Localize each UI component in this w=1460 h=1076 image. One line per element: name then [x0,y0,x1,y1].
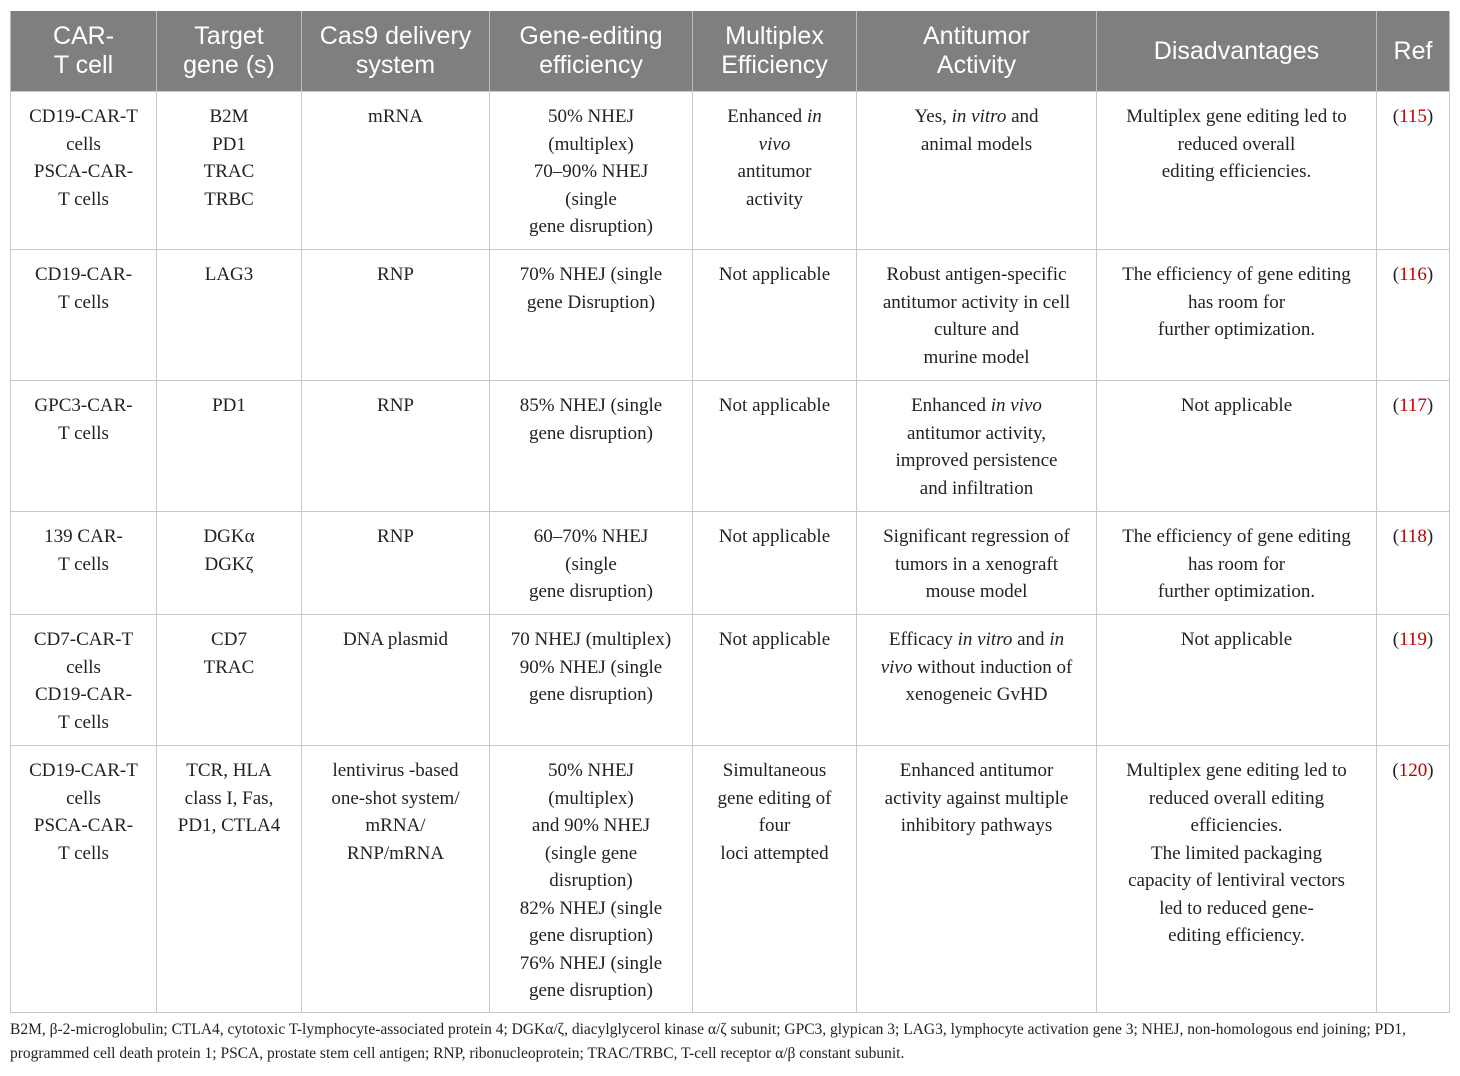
text-segment: inhibitory pathways [900,815,1053,836]
antitumor-activity-line [862,757,1091,785]
table-body [11,92,1450,1013]
column-header-line: system [355,51,436,79]
ref-cell [1377,92,1450,250]
disadvantages-line: Not applicable [1180,629,1293,650]
target-gene-line: DGKα [203,526,255,547]
reference-link[interactable]: 117 [1399,395,1427,416]
target-gene-line: LAG3 [204,264,254,285]
multiplex-efficiency-line [698,131,851,159]
ref-cell [1377,381,1450,512]
column-header-multiplex-efficiency [693,11,857,92]
column-header-disadvantages [1097,11,1377,92]
gene-editing-efficiency-line: gene disruption) [528,684,653,705]
disadvantages-line: Not applicable [1180,395,1293,416]
ref-cell [1377,250,1450,381]
table-row [11,615,1450,746]
car-t-cell-line: T cells [58,422,109,444]
column-header-line: Activity [936,51,1017,79]
target-gene-line: TRAC [203,161,255,182]
text-segment: Robust antigen-specific [886,264,1067,285]
gene-editing-efficiency-line: (multiplex) [548,787,634,809]
antitumor-activity-line [862,447,1091,475]
disadvantages-line: editing efficiencies. [1161,161,1312,182]
italic-term: in vitro [957,629,1013,650]
multiplex-efficiency-line [698,158,851,186]
gene-editing-efficiency-line: 50% NHEJ [547,760,635,781]
antitumor-activity-line [862,344,1091,372]
multiplex-efficiency-line [698,626,851,654]
disadvantages-line: reduced overall [1177,133,1296,155]
disadvantages-line: led to reduced gene- [1159,897,1314,919]
text-segment: Not applicable [718,264,831,285]
delivery-system-cell [302,746,490,1013]
car-t-cell-cell [11,250,157,381]
column-header-line: T cell [53,51,114,79]
antitumor-activity-line [862,103,1091,131]
disadvantages-line: The efficiency of gene editing [1122,526,1351,547]
multiplex-efficiency-line [698,757,851,785]
disadvantages-cell [1097,615,1377,746]
car-t-cell-line: T cells [58,291,109,313]
disadvantages-line: has room for [1187,553,1286,575]
disadvantages-line: capacity of lentiviral vectors [1128,870,1345,891]
antitumor-activity-line [862,812,1091,840]
text-segment: Efficacy [888,629,958,650]
disadvantages-line: reduced overall editing [1148,787,1325,809]
text-segment: without induction of [912,656,1073,678]
target-gene-cell [157,92,302,250]
text-segment: Not applicable [718,395,831,416]
multiplex-efficiency-line [698,186,851,214]
disadvantages-line: further optimization. [1157,581,1316,602]
text-segment: Enhanced [911,395,991,416]
target-gene-cell [157,512,302,615]
target-gene-cell [157,250,302,381]
ref-cell [1377,615,1450,746]
car-t-cell-line: CD19-CAR-T [29,760,138,781]
text-segment: loci attempted [720,842,829,864]
delivery-system-cell [302,250,490,381]
antitumor-activity-line [862,785,1091,813]
disadvantages-line: further optimization. [1157,319,1316,340]
column-header-antitumor-activity [857,11,1097,92]
multiplex-efficiency-line [698,812,851,840]
antitumor-activity-cell [857,250,1097,381]
car-t-cell-line: T cells [58,553,109,575]
ref-close-paren: ) [1427,760,1434,781]
car-t-cell-line: CD7-CAR-T [33,629,134,650]
italic-term: in vitro [951,106,1007,127]
car-t-cell-cell [11,92,157,250]
text-segment: xenogeneic GvHD [905,684,1048,705]
italic-term: in vivo [990,395,1042,416]
gene-editing-efficiency-cell [490,381,693,512]
car-t-cell-line: PSCA-CAR- [33,161,134,182]
multiplex-efficiency-cell [693,746,857,1013]
table-row [11,381,1450,512]
ref-open-paren: ( [1392,526,1400,547]
target-gene-line: class I, Fas, [184,787,274,809]
disadvantages-cell [1097,92,1377,250]
gene-editing-efficiency-cell [490,92,693,250]
ref-open-paren: ( [1392,264,1400,285]
car-t-cell-line: GPC3-CAR- [34,395,133,416]
car-t-cell-line: cells [66,656,101,678]
delivery-system-cell [302,615,490,746]
antitumor-activity-cell [857,92,1097,250]
delivery-system-line: RNP [377,395,414,416]
column-header-gene-editing-efficiency [490,11,693,92]
car-t-cell-cell [11,746,157,1013]
text-segment: antitumor activity in cell [882,291,1071,313]
car-t-cell-line: CD19-CAR-T [29,106,138,127]
column-header-line: Target [194,22,264,50]
delivery-system-line: lentivirus -based [332,760,459,781]
ref-close-paren: ) [1426,264,1434,285]
antitumor-activity-cell [857,615,1097,746]
target-gene-cell [157,615,302,746]
table-row [11,746,1450,1013]
disadvantages-cell [1097,746,1377,1013]
antitumor-activity-line [862,316,1091,344]
target-gene-line: TRBC [204,188,254,210]
gene-editing-efficiency-line: gene Disruption) [526,291,656,313]
delivery-system-line: RNP [377,526,414,547]
disadvantages-line: Multiplex gene editing led to [1126,760,1347,781]
column-header-car-t-cell [11,11,157,92]
reference-link[interactable]: 116 [1399,264,1427,285]
gene-editing-efficiency-line: gene disruption) [528,581,653,602]
antitumor-activity-line [862,551,1091,579]
gene-editing-efficiency-line: 50% NHEJ [547,106,635,127]
target-gene-cell [157,746,302,1013]
antitumor-activity-line [862,523,1091,551]
target-gene-line: PD1, CTLA4 [177,815,281,836]
gene-editing-efficiency-line: 60–70% NHEJ [533,526,649,547]
italic-term: vivo [758,133,791,155]
gene-editing-efficiency-cell [490,250,693,381]
disadvantages-line: editing efficiency. [1168,925,1305,946]
target-gene-line: TRAC [203,656,255,678]
disadvantages-cell [1097,512,1377,615]
antitumor-activity-line [862,578,1091,606]
multiplex-efficiency-cell [693,615,857,746]
multiplex-efficiency-line [698,785,851,813]
column-header-target-gene [157,11,302,92]
car-t-cell-line: T cells [58,842,109,864]
text-segment: Significant regression of [883,526,1070,547]
delivery-system-cell [302,92,490,250]
gene-editing-efficiency-line: 90% NHEJ (single [519,656,663,678]
antitumor-activity-line [862,420,1091,448]
antitumor-activity-line [862,681,1091,709]
text-segment: tumors in a xenograft [894,553,1059,575]
column-header-line: Gene-editing [519,22,663,50]
gene-editing-efficiency-line: (single [565,188,617,210]
ref-open-paren: ( [1392,106,1400,127]
text-segment: and [1012,629,1050,650]
target-gene-line: DGKζ [204,553,254,575]
car-t-cell-cell [11,512,157,615]
column-header-delivery-system [302,11,490,92]
antitumor-activity-line [862,261,1091,289]
reference-link[interactable]: 115 [1399,106,1427,127]
gene-editing-efficiency-line: (multiplex) [548,133,634,155]
car-t-cell-line: cells [66,787,101,809]
target-gene-line: PD1 [212,395,246,416]
disadvantages-line: efficiencies. [1190,815,1283,836]
text-segment: and infiltration [919,477,1034,499]
table-row [11,512,1450,615]
text-segment: antitumor [737,161,812,182]
italic-term: in [1049,629,1065,650]
multiplex-efficiency-cell [693,92,857,250]
reference-link[interactable]: 119 [1399,629,1427,650]
column-header-line: Efficiency [721,51,828,79]
gene-editing-efficiency-line: (single [565,553,617,575]
target-gene-line: PD1 [212,133,246,155]
text-segment: Not applicable [718,526,831,547]
ref-cell [1377,746,1450,1013]
target-gene-line: CD7 [211,629,247,650]
multiplex-efficiency-line [698,840,851,868]
column-header-line: gene (s) [183,51,275,79]
car-t-cell-line: 139 CAR- [44,526,123,547]
antitumor-activity-line [862,392,1091,420]
gene-editing-efficiency-line: disruption) [549,870,633,891]
text-segment: Not applicable [718,629,831,650]
delivery-system-line: RNP [377,264,414,285]
delivery-system-cell [302,512,490,615]
target-gene-line: B2M [209,106,249,127]
column-header-line: Disadvantages [1153,36,1320,65]
reference-link[interactable]: 118 [1399,526,1427,547]
italic-term: in [806,106,822,127]
delivery-system-cell [302,381,490,512]
antitumor-activity-cell [857,512,1097,615]
gene-editing-efficiency-line: 85% NHEJ (single [519,395,663,416]
text-segment: improved persistence [895,450,1058,471]
disadvantages-line: has room for [1187,291,1286,313]
gene-editing-efficiency-line: 70–90% NHEJ [533,161,649,182]
ref-close-paren: ) [1426,395,1434,416]
multiplex-efficiency-line [698,103,851,131]
multiplex-efficiency-line [698,392,851,420]
text-segment: Enhanced antitumor [899,760,1054,781]
italic-term: vivo [880,656,913,678]
ref-open-paren: ( [1392,629,1400,650]
car-t-cell-line: cells [66,133,101,155]
ref-close-paren: ) [1426,106,1434,127]
ref-close-paren: ) [1426,629,1434,650]
text-segment: culture and [934,319,1019,340]
car-t-cell-cell [11,381,157,512]
delivery-system-line: DNA plasmid [342,629,449,650]
gene-editing-efficiency-line: 70 NHEJ (multiplex) [510,629,672,650]
car-t-cell-line: CD19-CAR- [34,684,133,705]
column-header-line: efficiency [539,51,643,79]
disadvantages-cell [1097,381,1377,512]
ref-close-paren: ) [1426,526,1434,547]
gene-editing-efficiency-line: (single gene [544,842,638,864]
car-t-cell-line: CD19-CAR- [34,264,133,285]
gene-editing-efficiency-line: gene disruption) [528,422,653,444]
gene-editing-efficiency-line: gene disruption) [528,980,653,1001]
car-t-cell-line: T cells [58,711,109,733]
text-segment: murine model [923,346,1030,368]
column-header-ref [1377,11,1450,92]
gene-editing-efficiency-cell [490,615,693,746]
target-gene-cell [157,381,302,512]
disadvantages-line: The efficiency of gene editing [1122,264,1351,285]
gene-editing-efficiency-line: 76% NHEJ (single [519,952,663,974]
ref-cell [1377,512,1450,615]
multiplex-efficiency-cell [693,381,857,512]
text-segment: mouse model [925,581,1028,602]
multiplex-efficiency-line [698,261,851,289]
text-segment: animal models [920,133,1033,155]
disadvantages-line: The limited packaging [1151,842,1322,864]
car-t-cell-line: T cells [58,188,109,210]
text-segment: antitumor activity, [906,422,1047,444]
gene-editing-efficiency-line: gene disruption) [528,216,653,237]
column-header-line: Ref [1393,36,1433,65]
gene-editing-efficiency-line: 70% NHEJ (single [519,264,663,285]
table-container [10,11,1449,1013]
text-segment: activity [746,188,803,210]
multiplex-efficiency-line [698,523,851,551]
text-segment: and [1006,106,1039,127]
column-header-line: Cas9 delivery [319,22,472,50]
gene-editing-efficiency-line: and 90% NHEJ [531,815,651,836]
header-row [11,11,1450,92]
car-t-gene-editing-table [10,11,1450,1013]
column-header-line: CAR- [52,22,115,50]
antitumor-activity-line [862,626,1091,654]
car-t-cell-cell [11,615,157,746]
gene-editing-efficiency-line: gene disruption) [528,925,653,946]
antitumor-activity-cell [857,746,1097,1013]
table-row [11,92,1450,250]
antitumor-activity-line [862,475,1091,503]
ref-open-paren: ( [1392,760,1399,781]
antitumor-activity-cell [857,381,1097,512]
antitumor-activity-line [862,654,1091,682]
gene-editing-efficiency-cell [490,746,693,1013]
text-segment: four [758,815,791,836]
footnote: B2M, β-2-microglobulin; CTLA4, cytotoxic T-lymphocyte-associated protein 4; DGKα/ζ, diacylglycerol kinase α/ζ subunit; GPC3, glypican 3; LAG3, lymphocyte activation gene 3; NHEJ, non-homologous end joining; PD1, programmed cell death protein 1; PSCA, prostate stem cell antigen; RNP, ribonucleoprotein; TRAC/TRBC, T-cell receptor α/β constant subunit. [10,1021,1407,1062]
delivery-system-line: one-shot system/ [331,787,460,809]
text-segment: gene editing of [717,787,832,809]
reference-link[interactable]: 120 [1398,760,1428,781]
ref-open-paren: ( [1392,395,1400,416]
table-row [11,250,1450,381]
multiplex-efficiency-cell [693,512,857,615]
delivery-system-line: RNP/mRNA [346,842,445,864]
disadvantages-cell [1097,250,1377,381]
car-t-cell-line: PSCA-CAR- [33,815,134,836]
delivery-system-line: mRNA/ [365,815,426,836]
gene-editing-efficiency-cell [490,512,693,615]
target-gene-line: TCR, HLA [186,760,272,781]
text-segment: Yes, [914,106,952,127]
multiplex-efficiency-cell [693,250,857,381]
column-header-line: Antitumor [923,22,1030,50]
antitumor-activity-line [862,289,1091,317]
antitumor-activity-line [862,131,1091,159]
disadvantages-line: Multiplex gene editing led to [1126,106,1347,127]
text-segment: activity against multiple [884,787,1069,809]
text-segment: Enhanced [727,106,807,127]
delivery-system-line: mRNA [368,106,423,127]
gene-editing-efficiency-line: 82% NHEJ (single [519,897,663,919]
text-segment: Simultaneous [722,760,827,781]
column-header-line: Multiplex [725,22,824,50]
